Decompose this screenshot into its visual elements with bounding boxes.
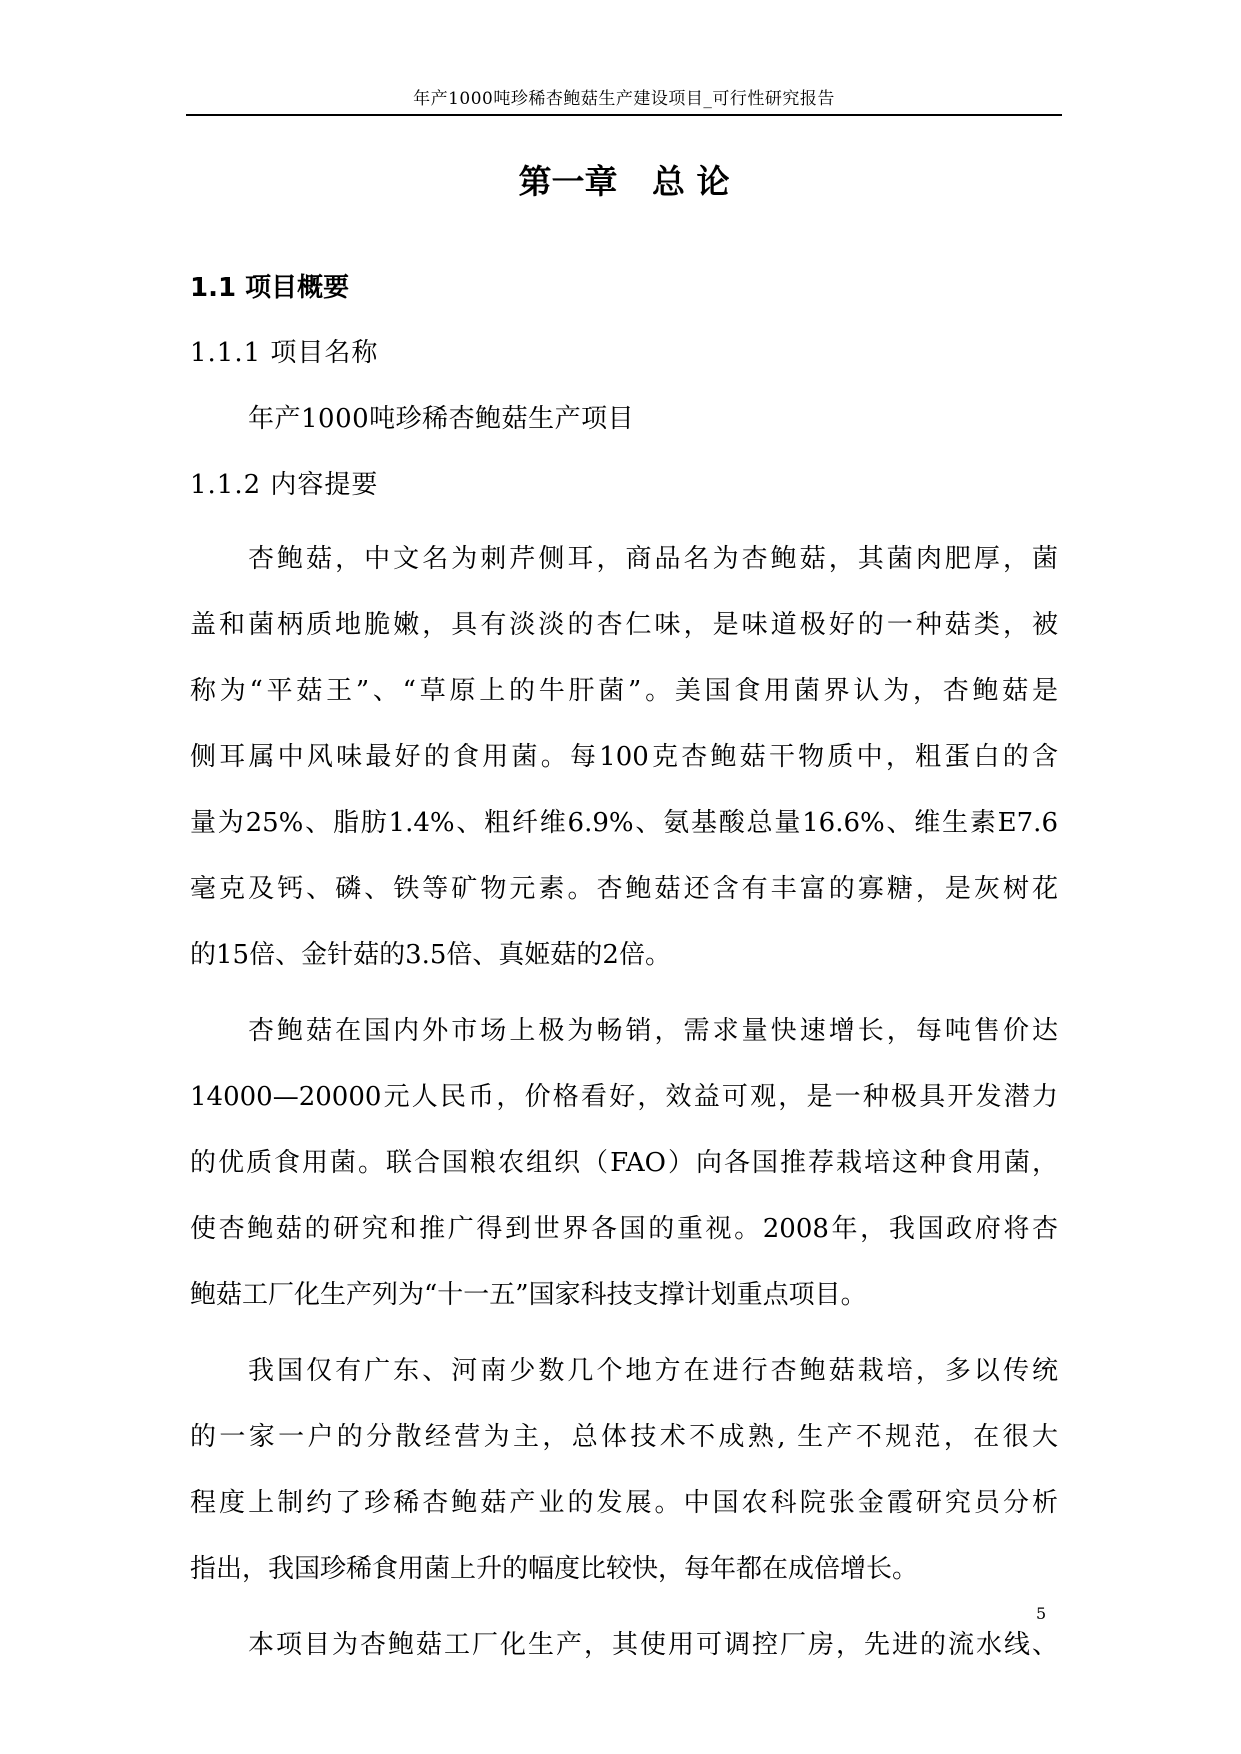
document-body xyxy=(190,262,1058,1688)
subsection-heading-project-name: 1.1.1 项目名称 xyxy=(190,338,379,368)
paragraph-line: 程度上制约了珍稀杏鲍菇产业的发展。中国农科院张金霞研究员分析 xyxy=(190,1488,1058,1518)
paragraph-line: 杏鲍菇在国内外市场上极为畅销，需求量快速增长，每吨售价达 xyxy=(248,1016,1058,1046)
paragraph-line: 我国仅有广东、河南少数几个地方在进行杏鲍菇栽培，多以传统 xyxy=(248,1356,1058,1386)
paragraph-line: 14000—20000元人民币，价格看好，效益可观，是一种极具开发潜力 xyxy=(190,1082,1058,1112)
paragraph-line: 侧耳属中风味最好的食用菌。每100克杏鲍菇干物质中，粗蛋白的含 xyxy=(190,742,1058,772)
paragraph-line: 杏鲍菇，中文名为刺芹侧耳，商品名为杏鲍菇，其菌肉肥厚，菌 xyxy=(248,544,1058,574)
paragraph-4 xyxy=(190,1612,1058,1678)
paragraph-line: 量为25%、脂肪1.4%、粗纤维6.9%、氨基酸总量16.6%、维生素E7.6 xyxy=(190,808,1058,838)
paragraph-line: 盖和菌柄质地脆嫩，具有淡淡的杏仁味，是味道极好的一种菇类，被 xyxy=(190,610,1058,640)
chapter-title: 第一章 总 论 xyxy=(518,162,730,201)
paragraph-line: 的一家一户的分散经营为主，总体技术不成熟, 生产不规范，在很大 xyxy=(190,1422,1058,1452)
paragraph-line: 鲍菇工厂化生产列为“十一五”国家科技支撑计划重点项目。 xyxy=(190,1280,867,1310)
header-divider xyxy=(186,114,1062,116)
paragraph-line: 使杏鲍菇的研究和推广得到世界各国的重视。2008年，我国政府将杏 xyxy=(190,1214,1058,1244)
subsection-heading-summary: 1.1.2 内容提要 xyxy=(190,470,379,500)
paragraph-2 xyxy=(190,998,1058,1328)
paragraph-line: 本项目为杏鲍菇工厂化生产，其使用可调控厂房，先进的流水线、 xyxy=(248,1630,1058,1660)
paragraph-line: 的15倍、金针菇的3.5倍、真姬菇的2倍。 xyxy=(190,940,671,970)
page-number: 5 xyxy=(1036,1604,1047,1623)
paragraph-1 xyxy=(190,526,1058,988)
paragraph-3 xyxy=(190,1338,1058,1602)
running-header: 年产1000吨珍稀杏鲍菇生产建设项目_可行性研究报告 xyxy=(413,89,835,109)
project-name-text: 年产1000吨珍稀杏鲍菇生产项目 xyxy=(248,404,635,434)
paragraph-line: 称为“平菇王”、“草原上的牛肝菌”。美国食用菌界认为，杏鲍菇是 xyxy=(190,676,1058,706)
paragraph-line: 的优质食用菌。联合国粮农组织（FAO）向各国推荐栽培这种食用菌， xyxy=(190,1148,1058,1178)
paragraph-line: 指出，我国珍稀食用菌上升的幅度比较快，每年都在成倍增长。 xyxy=(190,1554,919,1584)
section-heading: 1.1 项目概要 xyxy=(190,273,350,303)
paragraph-line: 毫克及钙、磷、铁等矿物元素。杏鲍菇还含有丰富的寡糖，是灰树花 xyxy=(190,874,1058,904)
